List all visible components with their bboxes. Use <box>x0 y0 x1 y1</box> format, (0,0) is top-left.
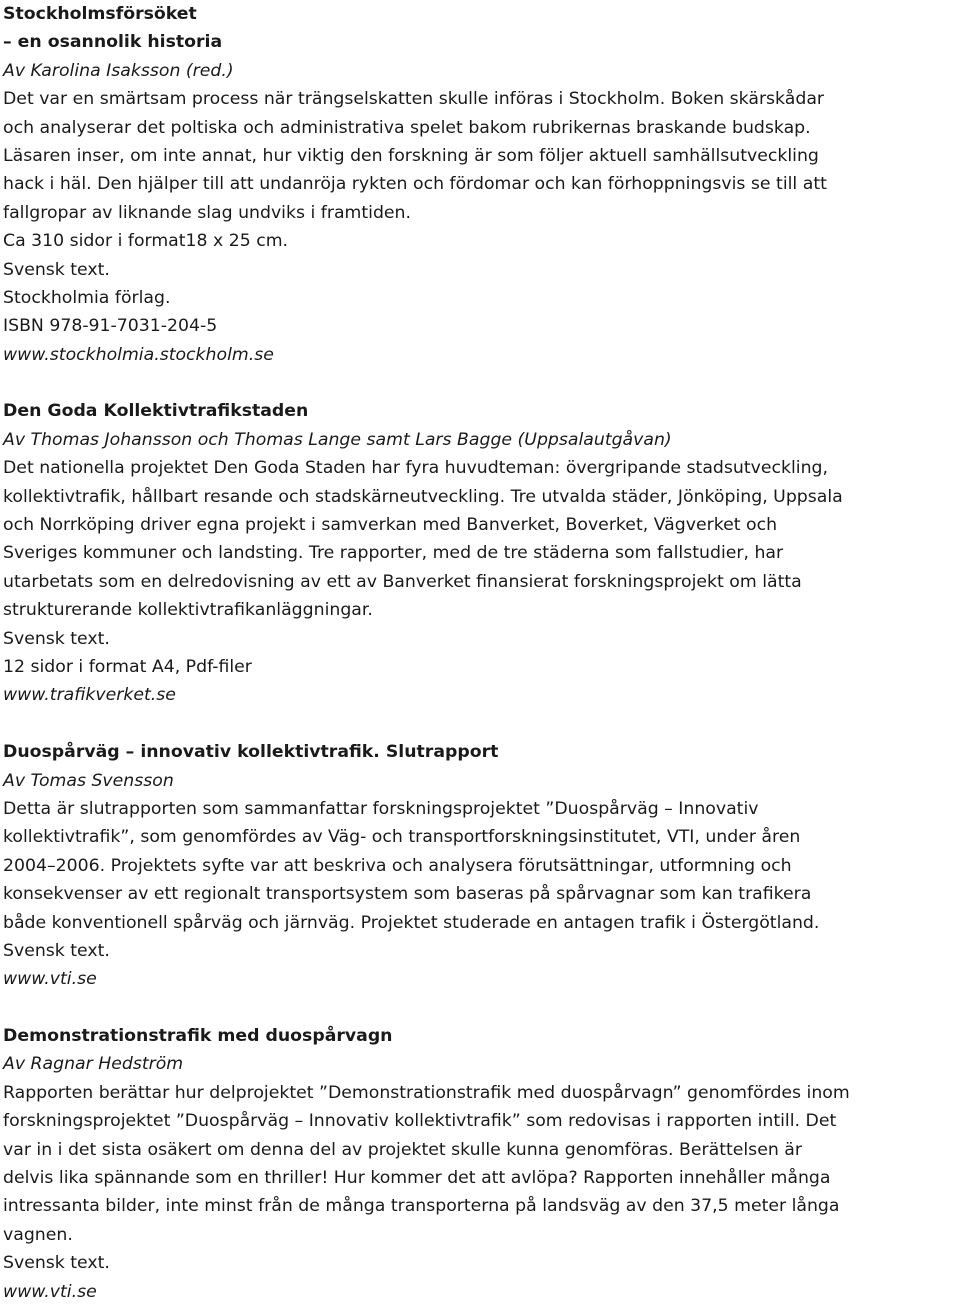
entry-description-line: både konventionell spårväg och järnväg. Projektet studerade en antagen trafik i Östergötland. <box>3 912 820 933</box>
book-entry <box>3 397 955 709</box>
entry-spacer <box>3 710 955 738</box>
entry-author: Av Karolina Isaksson (red.) <box>3 60 234 81</box>
entry-format: 12 sidor i format A4, Pdf-filer <box>3 656 252 677</box>
entry-spacer <box>3 994 955 1022</box>
entry-author: Av Thomas Johansson och Thomas Lange samt Lars Bagge (Uppsalautgåvan) <box>3 429 672 450</box>
entry-language: Svensk text. <box>3 1253 110 1274</box>
entry-title: Demonstrationstrafik med duospårvagn <box>3 1026 393 1047</box>
entry-description-line: Rapporten berättar hur delprojektet ”Demonstrationstrafik med duospårvagn” genomfördes inom <box>3 1082 850 1103</box>
entry-publisher: Stockholmia förlag. <box>3 287 171 308</box>
entry-isbn: ISBN 978-91-7031-204-5 <box>3 316 218 337</box>
entry-description-line: Det var en smärtsam process när trängselskatten skulle införas i Stockholm. Boken skärskådar <box>3 89 825 110</box>
entry-title: Den Goda Kollektivtrafikstaden <box>3 401 309 422</box>
entry-title: Duospårväg – innovativ kollektivtrafik. Slutrapport <box>3 742 499 763</box>
entry-language: Svensk text. <box>3 940 110 961</box>
entry-description-line: och Norrköping driver egna projekt i samverkan med Banverket, Boverket, Vägverket och <box>3 515 778 536</box>
entry-description-line: var in i det sista osäkert om denna del av projektet skulle kunna genomföras. Berättelsen är <box>3 1139 802 1160</box>
book-entry <box>3 738 955 994</box>
entry-description-line: vagnen. <box>3 1224 73 1245</box>
entry-description-line: hack i häl. Den hjälper till att undanröja rykten och fördomar och kan förhoppningsvis se till att <box>3 174 827 195</box>
entry-url[interactable]: www.vti.se <box>3 969 97 990</box>
entry-language: Svensk text. <box>3 259 110 280</box>
entry-description-line: Detta är slutrapporten som sammanfattar forskningsprojektet ”Duospårväg – Innovativ <box>3 798 759 819</box>
document-page <box>3 0 955 1306</box>
entry-description-line: kollektivtrafik”, som genomfördes av Väg- och transportforskningsinstitutet, VTI, under åren <box>3 827 801 848</box>
entry-description-line: 2004–2006. Projektets syfte var att beskriva och analysera förutsättningar, utformning och <box>3 855 792 876</box>
entry-description-line: Läsaren inser, om inte annat, hur viktig den forskning är som följer aktuell samhällsutveckling <box>3 145 819 166</box>
entry-url[interactable]: www.stockholmia.stockholm.se <box>3 344 274 365</box>
entry-description-line: konsekvenser av ett regionalt transportsystem som baseras på spårvagnar som kan trafikera <box>3 884 812 905</box>
entry-description-line: forskningsprojektet ”Duospårväg – Innovativ kollektivtrafik” som redovisas i rapporten intill. Det <box>3 1111 837 1132</box>
entry-author: Av Tomas Svensson <box>3 770 174 791</box>
entry-format: Ca 310 sidor i format18 x 25 cm. <box>3 231 289 252</box>
entry-description-line: Sveriges kommuner och landsting. Tre rapporter, med de tre städerna som fallstudier, har <box>3 543 784 564</box>
entry-description-line: delvis lika spännande som en thriller! Hur kommer det att avlöpa? Rapporten innehåller många <box>3 1168 831 1189</box>
entry-description-line: kollektivtrafik, hållbart resande och stadskärneutveckling. Tre utvalda städer, Jönköping, Uppsala <box>3 486 843 507</box>
entry-description-line: intressanta bilder, inte minst från de många transporterna på landsväg av den 37,5 meter långa <box>3 1196 840 1217</box>
entry-language: Svensk text. <box>3 628 110 649</box>
entry-title: Stockholmsförsöket <box>3 4 197 24</box>
entry-url[interactable]: www.trafikverket.se <box>3 685 176 706</box>
entry-description-line: utarbetats som en delredovisning av ett av Banverket finansierat forskningsprojekt om lätta <box>3 571 802 592</box>
entry-url[interactable]: www.vti.se <box>3 1281 97 1302</box>
entry-subtitle: – en osannolik historia <box>3 32 223 53</box>
entry-description-line: strukturerande kollektivtrafikanläggningar. <box>3 600 373 621</box>
book-entry <box>3 0 955 369</box>
entry-description-line: Det nationella projektet Den Goda Staden har fyra huvudteman: övergripande stadsutveckling, <box>3 458 829 479</box>
entry-description-line: och analyserar det poltiska och administrativa spelet bakom rubrikernas braskande budskap. <box>3 117 811 138</box>
entry-author: Av Ragnar Hedström <box>3 1054 184 1075</box>
entry-spacer <box>3 369 955 397</box>
entry-description-line: fallgropar av liknande slag undviks i framtiden. <box>3 202 412 223</box>
book-entry <box>3 1022 955 1306</box>
